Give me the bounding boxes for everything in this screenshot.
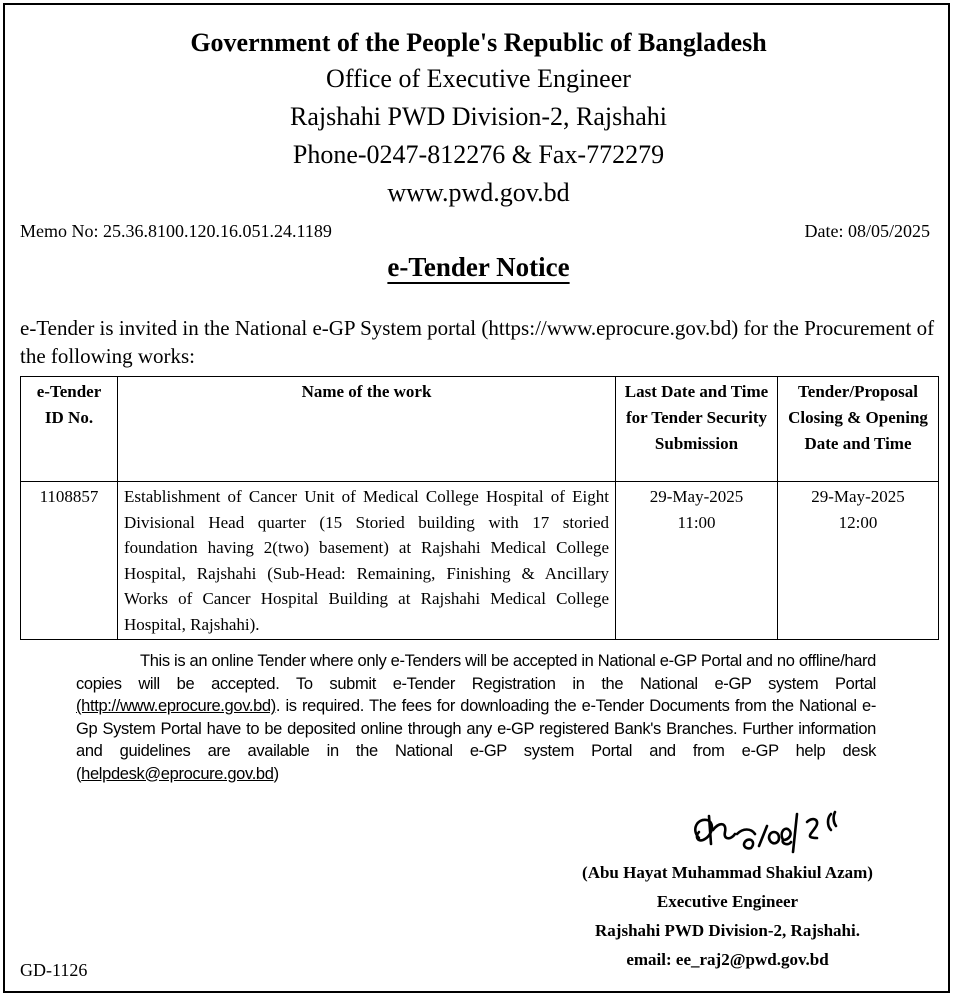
contact-phone-fax: Phone-0247-812276 & Fax-772279 xyxy=(292,140,665,169)
header-closing-date: Tender/Proposal Closing & Opening Date and Time xyxy=(778,377,939,482)
instructions-part-2: . is required. The fees for downloading the e-Tender Documents from the National e-Gp System Portal have to be deposited online through any e-GP registered Bank's Branches. Further information and guidelines are available in the National e-GP system Portal and from e-GP help desk xyxy=(76,697,876,760)
signatory-email[interactable]: email: ee_raj2@pwd.gov.bd xyxy=(626,950,829,969)
office-name: Office of Executive Engineer xyxy=(326,64,631,93)
notice-title xyxy=(0,252,957,283)
notice-title-text: e-Tender Notice xyxy=(387,252,570,282)
header-tender-id: e-Tender ID No. xyxy=(21,377,118,482)
table-row xyxy=(21,482,939,640)
intro-paragraph: e-Tender is invited in the National e-GP System portal (https://www.eprocure.gov.bd) for the Procurement of the following works: xyxy=(20,316,935,368)
notice-date: Date: 08/05/2025 xyxy=(804,221,930,241)
helpdesk-email-link[interactable]: helpdesk@eprocure.gov.bd xyxy=(81,764,274,783)
signatory-name: (Abu Hayat Muhammad Shakiul Azam) xyxy=(582,863,873,882)
government-heading: Government of the People's Republic of Bangladesh xyxy=(190,28,767,57)
website-link[interactable]: www.pwd.gov.bd xyxy=(387,178,570,207)
memo-number: Memo No: 25.36.8100.120.16.051.24.1189 xyxy=(20,221,332,241)
eprocure-link[interactable]: (http://www.eprocure.gov.bd) xyxy=(76,697,276,715)
instructions-paragraph xyxy=(76,650,876,785)
works-table xyxy=(20,376,939,640)
instructions-part-1: This is an online Tender where only e-Tenders will be accepted in National e-GP Portal and no offline/hard copies will be accepted. To submit e-Tender Registration in the National e-GP system Portal xyxy=(76,652,876,693)
signatory-designation: Executive Engineer xyxy=(656,892,799,911)
table-header-row xyxy=(21,377,939,482)
closing-date: 29-May-2025 xyxy=(811,487,905,506)
last-time: 11:00 xyxy=(677,512,716,532)
header-last-date: Last Date and Time for Tender Security Submission xyxy=(616,377,778,482)
tender-id-cell: 1108857 xyxy=(21,482,118,640)
closing-date-cell xyxy=(778,482,939,640)
work-name-cell: Establishment of Cancer Unit of Medical College Hospital of Eight Divisional Head quarter (15 Storied building with 17 storied foundation having 2(two) basement) at Rajshahi Medical College Hospital, Rajshahi (Sub-Head: Remaining, Finishing & Ancillary Works of Cancer Hospital Building at Rajshahi Medical College Hospital, Rajshahi). xyxy=(118,482,616,640)
last-date: 29-May-2025 xyxy=(649,487,744,506)
signatory-block xyxy=(555,858,900,974)
closing-time: 12:00 xyxy=(838,512,878,532)
last-date-cell xyxy=(616,482,778,640)
signatory-office: Rajshahi PWD Division-2, Rajshahi. xyxy=(595,921,860,940)
link-paren-open: ( xyxy=(76,764,82,783)
header-work-name: Name of the work xyxy=(118,377,616,482)
link-paren-close: ) xyxy=(273,764,279,783)
division-name: Rajshahi PWD Division-2, Rajshahi xyxy=(290,102,667,131)
gd-code: GD-1126 xyxy=(20,960,88,980)
